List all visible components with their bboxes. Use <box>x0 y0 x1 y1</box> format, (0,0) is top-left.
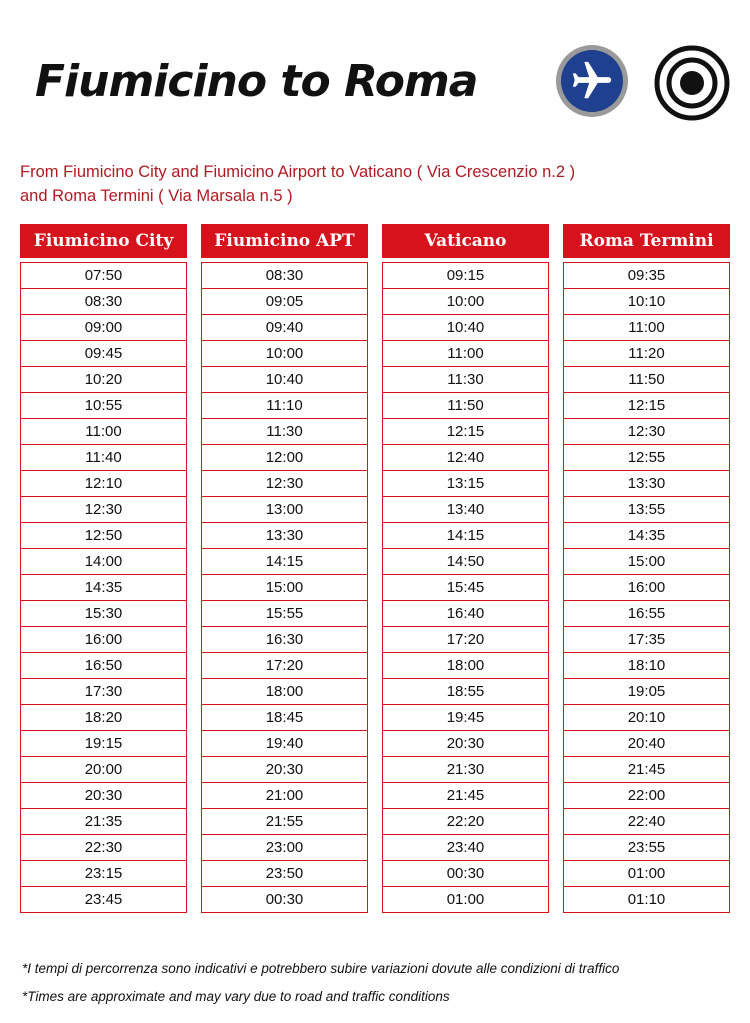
time-cell: 23:55 <box>563 834 730 860</box>
time-cell: 12:50 <box>20 522 187 548</box>
time-cell: 11:00 <box>382 340 549 366</box>
time-cell: 08:30 <box>201 262 368 288</box>
time-cell: 08:30 <box>20 288 187 314</box>
time-cell: 16:00 <box>20 626 187 652</box>
time-cell: 11:30 <box>201 418 368 444</box>
time-cell: 10:10 <box>563 288 730 314</box>
time-cell: 21:45 <box>563 756 730 782</box>
time-cell: 23:50 <box>201 860 368 886</box>
time-cell: 12:30 <box>201 470 368 496</box>
time-cell: 00:30 <box>382 860 549 886</box>
time-cell: 14:00 <box>20 548 187 574</box>
time-cell: 20:10 <box>563 704 730 730</box>
time-cell: 20:30 <box>382 730 549 756</box>
time-cell: 17:20 <box>201 652 368 678</box>
route-line-2: and Roma Termini ( Via Marsala n.5 ) <box>20 187 293 205</box>
time-cell: 19:15 <box>20 730 187 756</box>
time-cell: 10:40 <box>201 366 368 392</box>
time-cell: 21:30 <box>382 756 549 782</box>
time-cell: 20:30 <box>20 782 187 808</box>
column-vaticano <box>382 224 549 913</box>
time-cell: 10:00 <box>382 288 549 314</box>
time-cell: 20:00 <box>20 756 187 782</box>
time-cell: 13:30 <box>201 522 368 548</box>
time-cell: 11:40 <box>20 444 187 470</box>
time-cell: 18:10 <box>563 652 730 678</box>
page-title: Fiumicino to Roma <box>35 56 478 107</box>
time-cell: 11:30 <box>382 366 549 392</box>
time-cell: 22:20 <box>382 808 549 834</box>
time-cell: 16:40 <box>382 600 549 626</box>
time-cell: 18:45 <box>201 704 368 730</box>
time-cell: 12:30 <box>20 496 187 522</box>
airplane-icon <box>561 50 623 112</box>
time-cell: 18:55 <box>382 678 549 704</box>
time-cell: 10:40 <box>382 314 549 340</box>
time-cell: 12:15 <box>382 418 549 444</box>
time-cell: 09:45 <box>20 340 187 366</box>
column-fiumicino-city <box>20 224 187 913</box>
time-cell: 23:40 <box>382 834 549 860</box>
time-cell: 13:30 <box>563 470 730 496</box>
column-fiumicino-apt <box>201 224 368 913</box>
time-cell: 22:00 <box>563 782 730 808</box>
time-cell: 13:40 <box>382 496 549 522</box>
airplane-badge <box>556 45 628 117</box>
time-cell: 20:30 <box>201 756 368 782</box>
time-cell: 12:00 <box>201 444 368 470</box>
time-cell: 09:00 <box>20 314 187 340</box>
time-cell: 23:15 <box>20 860 187 886</box>
time-cell: 20:40 <box>563 730 730 756</box>
time-cell: 17:20 <box>382 626 549 652</box>
time-cell: 00:30 <box>201 886 368 913</box>
time-cell: 15:00 <box>201 574 368 600</box>
time-cell: 16:30 <box>201 626 368 652</box>
time-cell: 07:50 <box>20 262 187 288</box>
time-cell: 16:50 <box>20 652 187 678</box>
time-cell: 16:00 <box>563 574 730 600</box>
time-cell: 15:00 <box>563 548 730 574</box>
time-cell: 09:15 <box>382 262 549 288</box>
time-cell: 12:30 <box>563 418 730 444</box>
time-cell: 19:45 <box>382 704 549 730</box>
time-cell: 09:05 <box>201 288 368 314</box>
time-cell: 18:00 <box>201 678 368 704</box>
time-cell: 17:35 <box>563 626 730 652</box>
time-cell: 09:40 <box>201 314 368 340</box>
time-cell: 11:50 <box>563 366 730 392</box>
time-cell: 21:45 <box>382 782 549 808</box>
time-cell: 18:20 <box>20 704 187 730</box>
time-cell: 01:00 <box>563 860 730 886</box>
time-cell: 11:10 <box>201 392 368 418</box>
time-cell: 10:55 <box>20 392 187 418</box>
time-cell: 10:20 <box>20 366 187 392</box>
time-cell: 22:40 <box>563 808 730 834</box>
time-cell: 18:00 <box>382 652 549 678</box>
time-cell: 14:50 <box>382 548 549 574</box>
time-cell: 11:20 <box>563 340 730 366</box>
route-description <box>20 160 720 208</box>
footnote-italian: *I tempi di percorrenza sono indicativi e potrebbero subire variazioni dovute alle condizioni di traffico <box>22 961 620 976</box>
target-icon <box>654 45 730 126</box>
time-cell: 12:55 <box>563 444 730 470</box>
column-header: Vaticano <box>382 224 549 258</box>
time-cell: 16:55 <box>563 600 730 626</box>
time-cell: 23:00 <box>201 834 368 860</box>
time-cell: 21:00 <box>201 782 368 808</box>
column-header: Fiumicino APT <box>201 224 368 258</box>
time-cell: 11:00 <box>563 314 730 340</box>
time-cell: 12:40 <box>382 444 549 470</box>
time-cell: 13:55 <box>563 496 730 522</box>
time-cell: 14:35 <box>563 522 730 548</box>
column-header: Fiumicino City <box>20 224 187 258</box>
time-cell: 10:00 <box>201 340 368 366</box>
column-roma-termini <box>563 224 730 913</box>
footnote-english: *Times are approximate and may vary due to road and traffic conditions <box>22 989 450 1004</box>
time-cell: 12:10 <box>20 470 187 496</box>
time-cell: 14:35 <box>20 574 187 600</box>
time-cell: 14:15 <box>382 522 549 548</box>
time-cell: 12:15 <box>563 392 730 418</box>
time-cell: 13:00 <box>201 496 368 522</box>
time-cell: 01:10 <box>563 886 730 913</box>
time-cell: 17:30 <box>20 678 187 704</box>
time-cell: 11:50 <box>382 392 549 418</box>
time-cell: 14:15 <box>201 548 368 574</box>
time-cell: 15:30 <box>20 600 187 626</box>
time-cell: 19:05 <box>563 678 730 704</box>
time-cell: 22:30 <box>20 834 187 860</box>
time-cell: 01:00 <box>382 886 549 913</box>
time-cell: 23:45 <box>20 886 187 913</box>
column-header: Roma Termini <box>563 224 730 258</box>
time-cell: 15:45 <box>382 574 549 600</box>
time-cell: 11:00 <box>20 418 187 444</box>
time-cell: 21:35 <box>20 808 187 834</box>
time-cell: 13:15 <box>382 470 549 496</box>
time-cell: 19:40 <box>201 730 368 756</box>
time-cell: 09:35 <box>563 262 730 288</box>
time-cell: 21:55 <box>201 808 368 834</box>
route-line-1: From Fiumicino City and Fiumicino Airport to Vaticano ( Via Crescenzio n.2 ) <box>20 163 576 181</box>
time-cell: 15:55 <box>201 600 368 626</box>
